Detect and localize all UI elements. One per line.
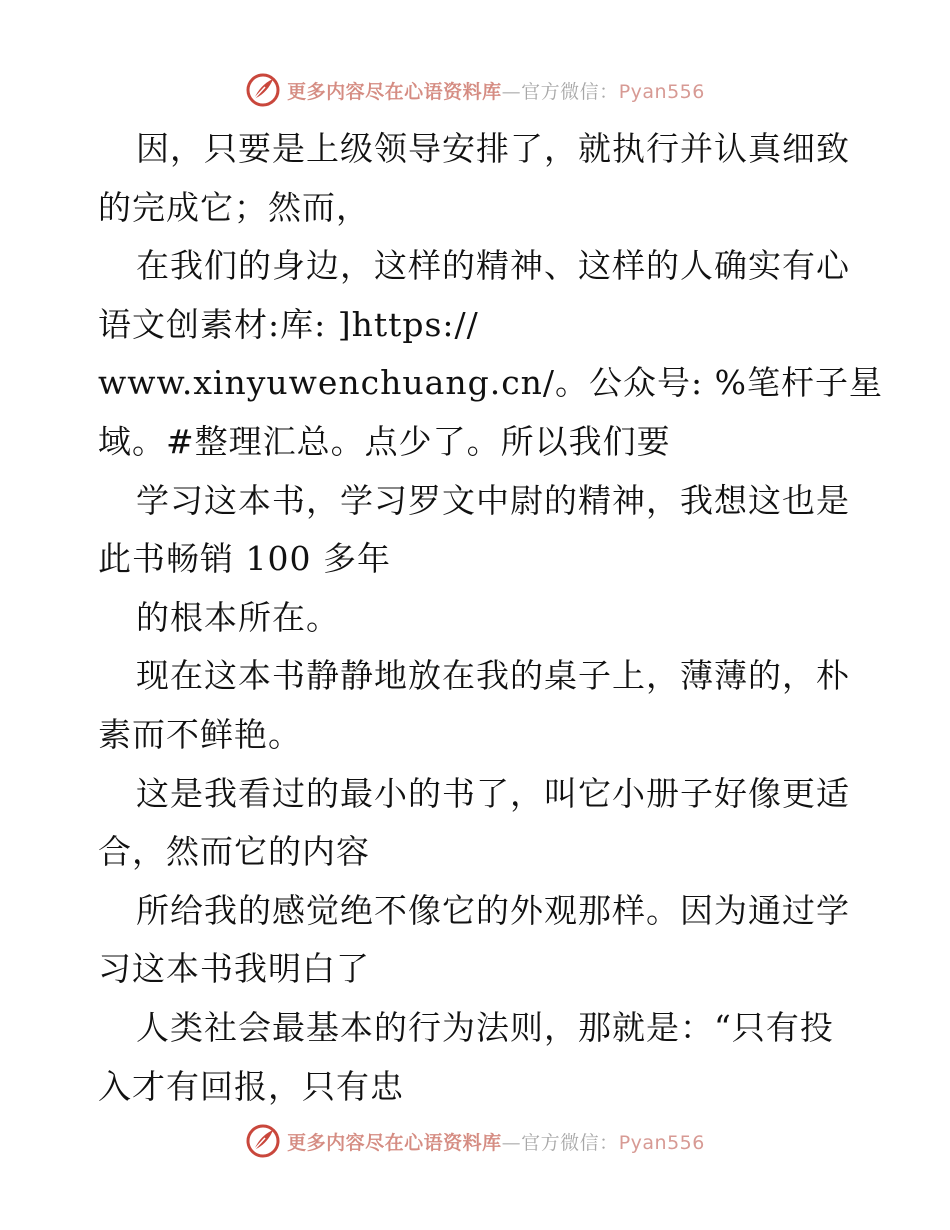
watermark-sub: 官方微信：	[521, 1131, 619, 1154]
watermark-separator: —	[501, 80, 522, 103]
watermark-sub: 官方微信：	[521, 80, 619, 103]
paragraph-6	[98, 765, 858, 882]
text-line: 合，然而它的内容	[98, 832, 370, 872]
paragraph-1	[98, 120, 858, 237]
text-line: 素而不鲜艳。	[98, 714, 302, 754]
text-line: 这是我看过的最小的书了，叫它小册子好像更适	[136, 773, 850, 813]
text-line: 人类社会最基本的行为法则，那就是：“只有投	[136, 1007, 834, 1047]
paragraph-4	[98, 589, 858, 648]
watermark-separator: —	[501, 1131, 522, 1154]
document-body	[98, 120, 884, 1116]
text-line: 在我们的身边，这样的精神、这样的人确实有心	[136, 246, 850, 286]
watermark-wechat-id: Pyan556	[618, 80, 705, 103]
paragraph-5	[98, 647, 858, 764]
text-line: 所给我的感觉绝不像它的外观那样。因为通过学	[136, 890, 850, 930]
text-line: 学习这本书，学习罗文中尉的精神，我想这也是	[136, 480, 850, 520]
text-line: 此书畅销 100 多年	[98, 539, 391, 579]
paragraph-7	[98, 882, 858, 999]
watermark-main: 更多内容尽在心语资料库	[287, 80, 502, 103]
text-line: 现在这本书静静地放在我的桌子上，薄薄的，朴	[136, 656, 850, 696]
watermark-text	[287, 77, 705, 104]
watermark-text	[287, 1128, 705, 1155]
watermark-main: 更多内容尽在心语资料库	[287, 1131, 502, 1154]
text-line: 的根本所在。	[136, 597, 340, 637]
text-line: 因，只要是上级领导安排了，就执行并认真细致	[136, 129, 850, 168]
paragraph-3	[98, 472, 858, 589]
header-watermark	[0, 68, 950, 112]
text-line: 入才有回报，只有忠	[98, 1066, 404, 1106]
paragraph-8	[98, 999, 858, 1116]
paragraph-2	[98, 237, 884, 471]
footer-watermark	[0, 1119, 950, 1163]
feather-pen-circle-icon	[245, 1123, 281, 1159]
text-line: 语文创素材:库: ]https://	[98, 304, 479, 344]
text-line: www.xinyuwenchuang.cn/。公众号: %笔杆子星	[98, 363, 884, 403]
feather-pen-circle-icon	[245, 72, 281, 108]
watermark-wechat-id: Pyan556	[618, 1131, 705, 1154]
text-line: 习这本书我明白了	[98, 949, 370, 989]
text-line: 的完成它；然而，	[98, 187, 370, 227]
text-line: 域。#整理汇总。点少了。所以我们要	[98, 421, 671, 461]
